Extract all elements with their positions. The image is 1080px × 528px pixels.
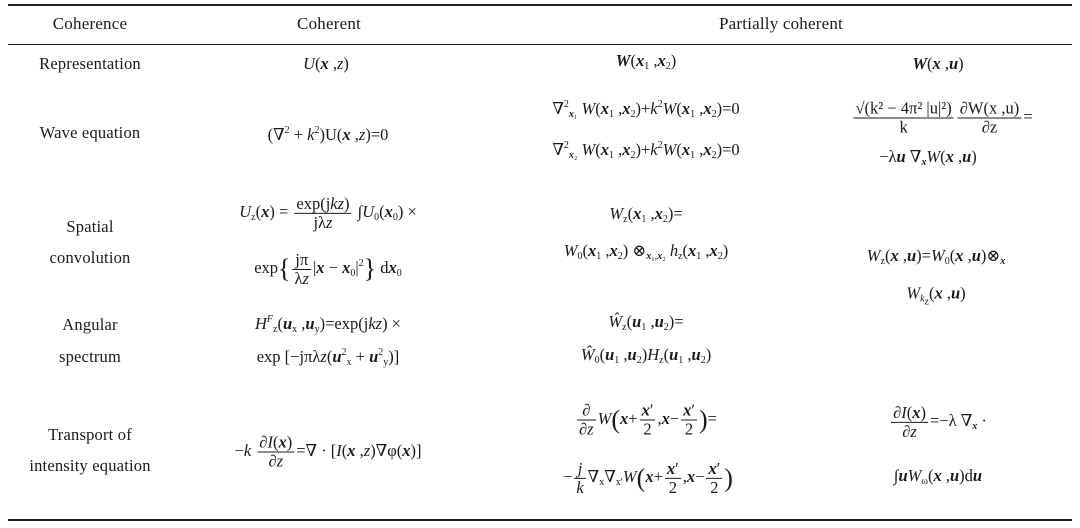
header-partially-coherent: Partially coherent (719, 14, 843, 33)
header-coherent: Coherent (297, 14, 361, 33)
spatial-pc2-line1: $W_z(x$ $,u)=W_0(x$ $,u)\otimes_x$ (866, 246, 1006, 267)
spatial-pc1-line2: $W_0(x_1$ $,x_2$) $\otimes_{x_1,x_2}$ $h_z(x_1$ $,x_2$) (563, 241, 729, 262)
representation-pc2: W(x ,u) (912, 54, 964, 73)
row-label-wave-equation: Wave equation (39, 123, 141, 142)
row-label-spatial: Spatial (66, 217, 114, 236)
wave-coherent: $(\nabla^2 + k^2)U(x$ ,z)=0 (267, 125, 389, 144)
spatial-coherent-line2: exp{ $\frac{j\pi}{\lambda z}$ $|x - x_0|^2$} $dx_0$ (254, 249, 402, 288)
top-rule (8, 4, 1072, 6)
header-coherence: Coherence (52, 14, 128, 33)
angular-pc1-line1: $Ŵ_z(u_1$ $,u_2)=$ (608, 312, 684, 333)
representation-pc1: $W(x_1$ $,x_2$) (615, 51, 677, 72)
representation-coherent: U(x ,z) (303, 54, 349, 73)
row-label-spectrum: spectrum (58, 347, 122, 366)
wave-pc2-line2: −λu $\nabla_xW(x$ ,u) (879, 147, 977, 168)
tie-pc1-line1: $\frac{\partial}{\partial z}$ W(x+ $\frac{x'}{2}$ ,x− $\frac{x'}{2}$ )= (579, 400, 717, 439)
angular-pc1-line2: $Ŵ_0(u_1$ $,u_2)H_z(u_1$ $,u_2$) (580, 345, 712, 366)
wave-pc2-line1: $\frac{\text{√(k² − 4π² |u|²)}}{k}$ $\frac{\partial W(x ,u)}{\partial z}$ = (855, 98, 1033, 137)
header-rule (8, 44, 1072, 45)
wave-pc2-k: k (899, 117, 908, 137)
bottom-rule (8, 519, 1072, 521)
wave-pc2-sqrt: √(k² − 4π² |u|²) (855, 98, 952, 118)
angular-coherent-line2: $\exp [-j\pi\lambda z(u^2_x + u^2_y)]$ (256, 347, 400, 368)
tie-pc2-line2: $\int uW_\omega(x$ ,u)du (893, 466, 983, 487)
row-label-convolution: convolution (49, 248, 131, 267)
wave-pc2-dden: ∂z (981, 117, 998, 137)
spatial-pc2-line2: $W_{k_z}(x$ ,u) (906, 283, 966, 308)
tie-pc1-line2: − $\frac{j}{k}$ $\nabla_x\nabla_{x'}W(x+$ $\frac{x'}{2}$ ,x− $\frac{x'}{2}$ ) (563, 458, 733, 497)
tie-coherent: −k $\frac{\partial I(x)}{\partial z}$ =∇ · [I(x ,z)∇φ(x)] (234, 432, 422, 471)
row-label-angular: Angular (62, 315, 118, 334)
row-label-intensity-equation: intensity equation (29, 456, 151, 475)
spatial-coherent-line1: $U_z(x)$ = $\frac{\text{exp(jkz)}}{\text{jλz}}$ $\int U_0(x_0)$ × (239, 193, 417, 232)
angular-coherent-line1: $H^F_z(u_x$ $,u_y)=\exp(jkz)$ × (255, 314, 401, 335)
wave-pc1-line2: ∇$^2_{x_2}$ $W(x_1$ $,x_2)+k^2W(x_1$ $,x_2)=0$ (552, 140, 740, 161)
tie-pc2-line1: $\frac{\partial I(x)}{\partial z}$ =−λ $\nabla_x$ · (893, 402, 987, 441)
row-label-representation: Representation (39, 54, 141, 73)
wave-pc1-line1: ∇$^2_{x_1}$ $W(x_1$ $,x_2)+k^2W(x_1$ $,x_2)=0$ (552, 99, 740, 120)
row-label-transport-of: Transport of (48, 425, 132, 444)
wave-pc2-dnum: ∂W(x ,u) (959, 98, 1020, 118)
spatial-pc1-line1: $W_z(x_1$ $,x_2)=$ (609, 204, 683, 225)
